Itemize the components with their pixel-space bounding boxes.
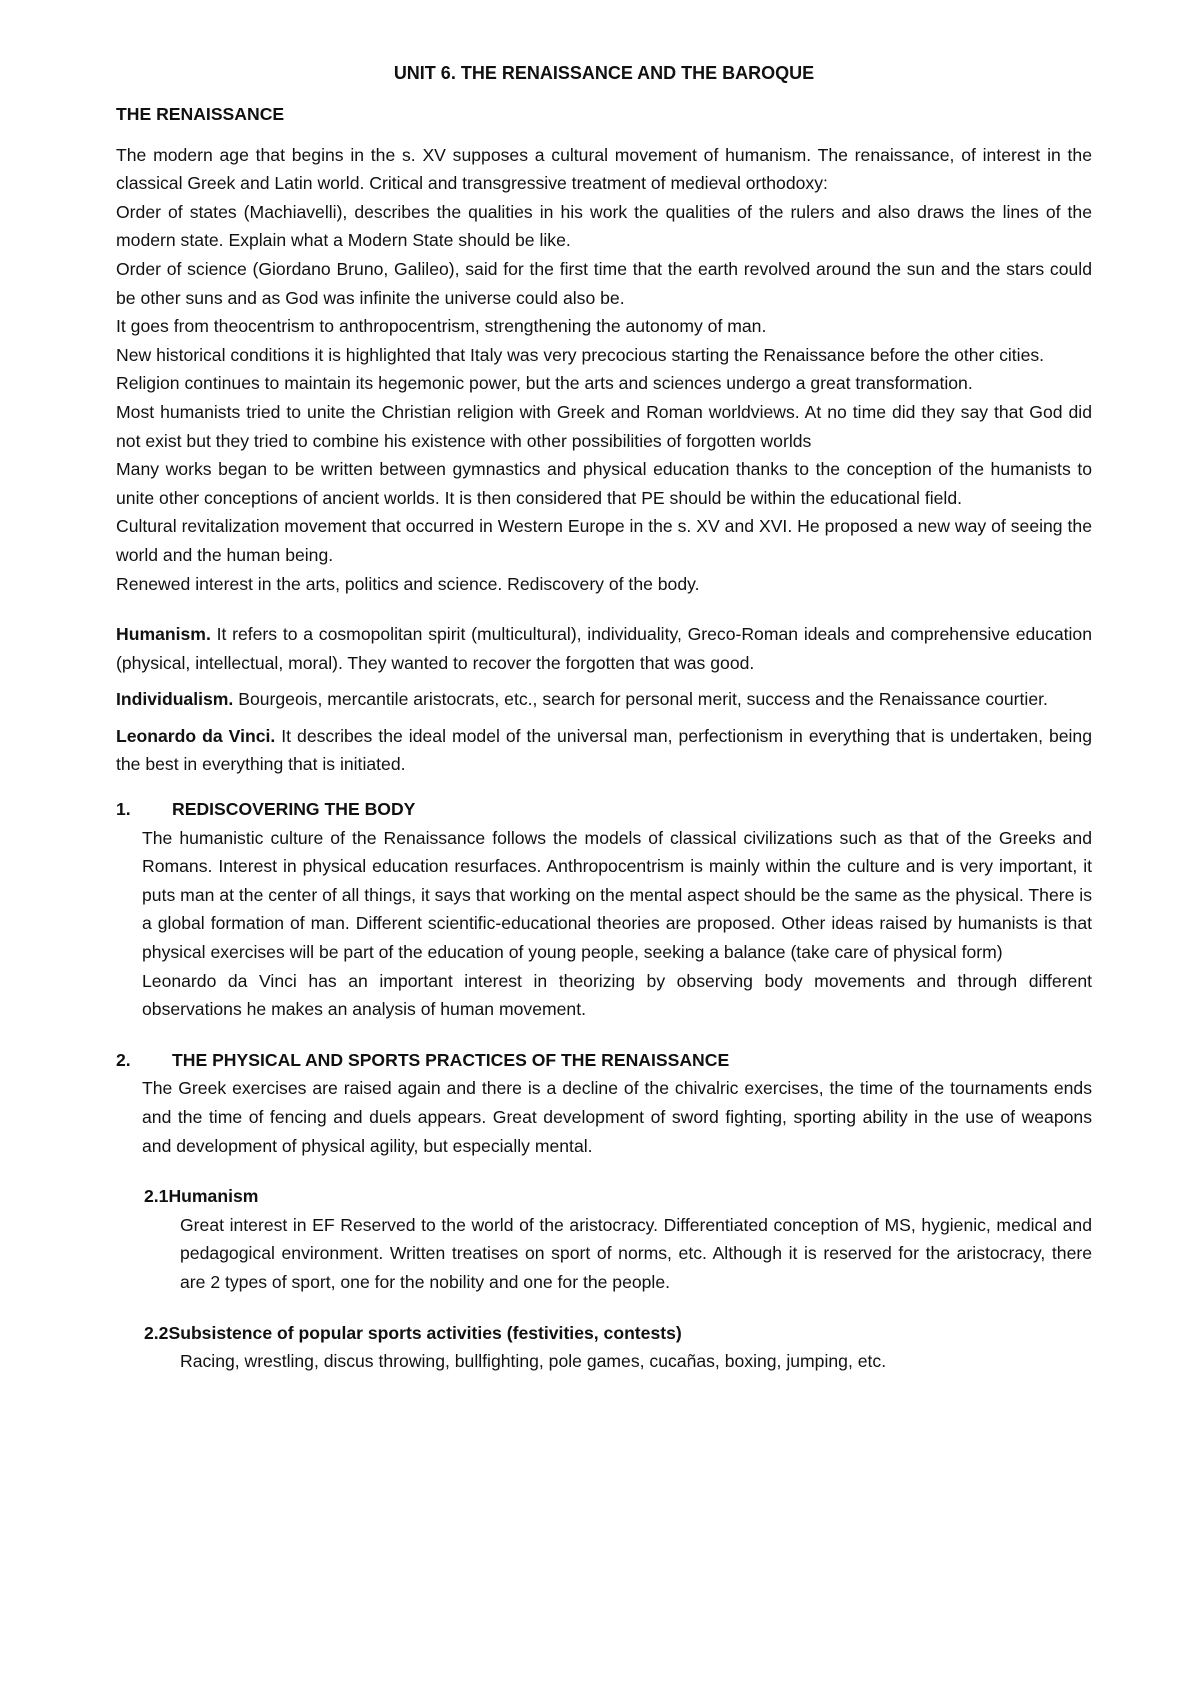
- spacer: [116, 598, 1092, 620]
- section-1-body: [116, 824, 1092, 1024]
- intro-paragraph: Many works began to be written between gymnastics and physical education thanks to the conception of the humanists to unite other conceptions of ancient worlds. It is then considered that PE should be within the educational field.: [116, 459, 1092, 508]
- section-heading-renaissance: THE RENAISSANCE: [116, 104, 285, 124]
- subsection-2-1-heading: 2.1Humanism: [144, 1186, 259, 1207]
- intro-paragraph: Order of science (Giordano Bruno, Galileo), said for the first time that the earth revolved around the sun and the stars could be other suns and as God was infinite the universe could also be.: [116, 258, 1092, 308]
- leonardo-definition: [116, 722, 1092, 779]
- intro-text: [116, 141, 1092, 599]
- section-2-body: [116, 1074, 1092, 1160]
- section-2-title: THE PHYSICAL AND SPORTS PRACTICES OF THE RENAISSANCE: [172, 1049, 730, 1070]
- intro-paragraph: Cultural revitalization movement that occurred in Western Europe in the s. XV and XVI. He proposed a new way of seeing the world and the human being.: [116, 516, 1092, 565]
- humanism-label: Humanism.: [116, 624, 211, 645]
- subsection-2-2-paragraph: Racing, wrestling, discus throwing, bullfighting, pole games, cucañas, boxing, jumping, etc.: [180, 1351, 887, 1372]
- individualism-label: Individualism.: [116, 689, 234, 710]
- subsection-2-1-paragraph: Great interest in EF Reserved to the world of the aristocracy. Differentiated conception of MS, hygienic, medical and pedagogical environment. Written treatises on sport of norms, etc. Although it is reserved for the aristocracy, there are 2 types of sport, one for the nobility and one for the people.: [180, 1214, 1092, 1292]
- section-2-number: 2.: [116, 1049, 131, 1070]
- section-1-paragraph: The humanistic culture of the Renaissance follows the models of classical civilizations such as that of the Greeks and Romans. Interest in physical education resurfaces. Anthropocentrism is mainly within the culture and is very important, it puts man at the center of all things, it says that working on the mental aspect should be the same as the physical. There is a global formation of man. Different scientific-educational theories are proposed. Other ideas raised by humanists is that physical exercises will be part of the education of young people, seeking a balance (take care of physical form): [142, 827, 1092, 963]
- individualism-definition: [116, 685, 1092, 714]
- section-1-number: 1.: [116, 799, 131, 820]
- section-1-title: REDISCOVERING THE BODY: [172, 799, 416, 820]
- intro-paragraph: Religion continues to maintain its hegemonic power, but the arts and sciences undergo a great transformation.: [116, 373, 973, 394]
- leonardo-text: It describes the ideal model of the universal man, perfectionism in everything that is undertaken, being the best in everything that is initiated.: [116, 725, 1092, 775]
- intro-paragraph: Order of states (Machiavelli), describes the qualities in his work the qualities of the rulers and also draws the lines of the modern state. Explain what a Modern State should be like.: [116, 201, 1092, 251]
- intro-paragraph: It goes from theocentrism to anthropocentrism, strengthening the autonomy of man.: [116, 316, 767, 337]
- intro-paragraph: Most humanists tried to unite the Christian religion with Greek and Roman worldviews. At no time did they say that God did not exist but they tried to combine his existence with other possibilities of forgotten worlds: [116, 401, 1092, 451]
- spacer: [116, 1297, 1092, 1319]
- subsection-2-2-body: [116, 1347, 1092, 1376]
- spacer: [116, 1024, 1092, 1046]
- section-2-heading: [116, 1046, 1092, 1075]
- spacer: [116, 787, 1092, 795]
- intro-paragraph: The modern age that begins in the s. XV supposes a cultural movement of humanism. The renaissance, of interest in the classical Greek and Latin world. Critical and transgressive treatment of medieval orthodoxy:: [116, 144, 1092, 194]
- intro-paragraph: New historical conditions it is highlighted that Italy was very precocious starting the Renaissance before the other cities.: [116, 344, 1045, 365]
- leonardo-label: Leonardo da Vinci.: [116, 725, 276, 746]
- individualism-text: Bourgeois, mercantile aristocrats, etc., search for personal merit, success and the Renaissance courtier.: [233, 689, 1048, 710]
- subsection-2-2-heading: 2.2Subsistence of popular sports activities (festivities, contests): [144, 1322, 682, 1343]
- section-1-heading: [116, 795, 1092, 824]
- humanism-text: It refers to a cosmopolitan spirit (multicultural), individuality, Greco-Roman ideals and comprehensive education (physical, intellectual, moral). They wanted to recover the forgotten that was good.: [116, 624, 1092, 673]
- subsection-2-1-body: [116, 1211, 1092, 1297]
- spacer: [116, 1160, 1092, 1182]
- section-1-paragraph: Leonardo da Vinci has an important interest in theorizing by observing body movements and through different observations he makes an analysis of human movement.: [142, 970, 1092, 1020]
- humanism-definition: [116, 620, 1092, 677]
- section-2-paragraph: The Greek exercises are raised again and there is a decline of the chivalric exercises, the time of the tournaments ends and the time of fencing and duels appears. Great development of sword fighting, sporting ability in the use of weapons and development of physical agility, but especially mental.: [142, 1078, 1092, 1156]
- intro-paragraph: Renewed interest in the arts, politics and science. Rediscovery of the body.: [116, 573, 700, 594]
- document-title: UNIT 6. THE RENAISSANCE AND THE BAROQUE: [393, 63, 815, 83]
